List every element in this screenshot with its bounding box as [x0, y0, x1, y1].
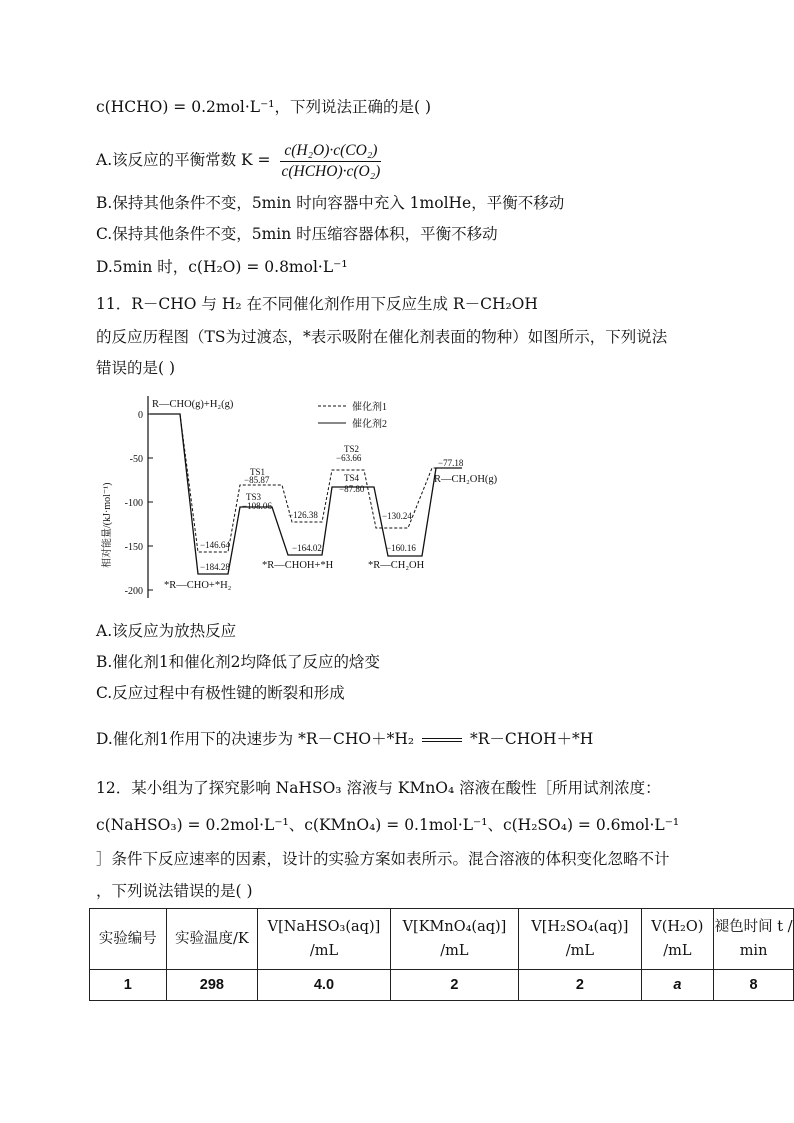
start-species-label: R—CHO(g)+H₂(g)	[152, 399, 234, 410]
q11-option-d-left: D.催化剂1作用下的决速步为 *R－CHO＋*H₂	[96, 730, 415, 748]
energy-label: −108.06	[242, 501, 272, 511]
energy-label: −164.02	[292, 543, 322, 553]
q11-option-a: A.该反应为放热反应	[96, 622, 237, 640]
q10-option-b: B.保持其他条件不变，5min 时向容器中充入 1molHe，平衡不移动	[96, 194, 565, 212]
table-header: 实验温度/K	[166, 909, 258, 970]
q10-option-a-prefix: A.该反应的平衡常数 K =	[96, 151, 271, 169]
q10-stem: c(HCHO) = 0.2mol·L⁻¹，下列说法正确的是( )	[96, 98, 431, 116]
ts2-label: TS2	[344, 444, 360, 454]
q11-option-b: B.催化剂1和催化剂2均降低了反应的焓变	[96, 653, 381, 671]
end-species-label: R—CH₂OH(g)	[434, 474, 498, 485]
energy-label: −184.28	[200, 562, 230, 572]
q11-option-d	[96, 728, 593, 750]
y-tick-label: 0	[138, 410, 143, 421]
reaction-energy-diagram	[96, 388, 526, 603]
fraction-denominator: c(HCHO)·c(O₂)	[281, 162, 381, 180]
q10-option-a	[96, 138, 386, 182]
table-cell: 2	[390, 970, 518, 1001]
q12-stem-line2: c(NaHSO₃) = 0.2mol·L⁻¹、c(KMnO₄) = 0.1mol·L⁻¹、c(H₂SO₄) = 0.6mol·L⁻¹	[96, 816, 680, 834]
equilibrium-constant-fraction	[277, 141, 384, 182]
energy-label: −146.64	[200, 540, 230, 550]
energy-label: −63.66	[336, 453, 362, 463]
q11-option-c: C.反应过程中有极性键的断裂和形成	[96, 684, 345, 702]
table-header: V(H₂O) /mL	[641, 909, 714, 970]
y-tick-label: -150	[124, 542, 143, 553]
energy-label: −130.24	[382, 511, 412, 521]
table-header: V[NaHSO₃(aq)] /mL	[258, 909, 391, 970]
intermediate-label: *R—CHOH+*H	[262, 560, 334, 571]
ts3-label: TS3	[246, 492, 262, 502]
energy-label: −126.38	[288, 510, 318, 520]
table-row	[90, 970, 794, 1001]
table-header: 褪色时间 t / min	[714, 909, 794, 970]
table-header: 实验编号	[90, 909, 167, 970]
table-cell: a	[641, 970, 714, 1001]
q11-stem-line1: 11．R－CHO 与 H₂ 在不同催化剂作用下反应生成 R－CH₂OH	[96, 295, 538, 313]
energy-label: −87.80	[339, 484, 365, 494]
legend-catalyst1: 催化剂1	[352, 402, 387, 413]
experiment-table	[89, 908, 794, 1001]
table-cell: 1	[90, 970, 167, 1001]
q11-stem-line2: 的反应历程图（TS为过渡态，*表示吸附在催化剂表面的物种）如图所示，下列说法	[96, 328, 668, 346]
table-cell: 4.0	[258, 970, 391, 1001]
y-axis-label: 相对能量/(kJ·mol⁻¹)	[102, 482, 113, 568]
energy-label: −85.87	[244, 475, 270, 485]
q12-stem-line3: ］条件下反应速率的因素，设计的实验方案如表所示。混合溶液的体积变化忽略不计	[96, 850, 670, 868]
catalyst1-path	[150, 414, 462, 552]
y-tick-label: -100	[124, 498, 143, 509]
table-header: V[KMnO₄(aq)] /mL	[390, 909, 518, 970]
q11-stem-line3: 错误的是( )	[96, 359, 176, 377]
table-cell: 8	[714, 970, 794, 1001]
energy-label: −160.16	[386, 543, 416, 553]
table-header-row	[90, 909, 794, 970]
q11-option-d-right: *R－CHOH＋*H	[469, 730, 594, 748]
q12-stem-line1: 12．某小组为了探究影响 NaHSO₃ 溶液与 KMnO₄ 溶液在酸性［所用试剂浓度：	[96, 779, 661, 797]
table-cell: 298	[166, 970, 258, 1001]
equals-arrow	[422, 738, 462, 742]
ts1-label: TS1	[250, 467, 266, 477]
energy-label: −77.18	[438, 458, 464, 468]
q12-stem-line4: ，下列说法错误的是( )	[96, 882, 253, 900]
intermediate-label: *R—CH₂OH	[368, 560, 425, 571]
fraction-numerator: c(H₂O)·c(CO₂)	[280, 141, 381, 162]
q10-option-c: C.保持其他条件不变，5min 时压缩容器体积，平衡不移动	[96, 225, 498, 243]
intermediate-label: *R—CHO+*H₂	[164, 580, 232, 591]
table-header: V[H₂SO₄(aq)] /mL	[519, 909, 641, 970]
ts4-label: TS4	[344, 473, 360, 483]
table-cell: 2	[519, 970, 641, 1001]
legend-catalyst2: 催化剂2	[352, 419, 387, 430]
y-tick-label: -200	[124, 586, 143, 597]
y-ticks	[148, 414, 153, 590]
q10-option-d: D.5min 时，c(H₂O) = 0.8mol·L⁻¹	[96, 258, 348, 276]
y-tick-label: -50	[129, 454, 143, 465]
